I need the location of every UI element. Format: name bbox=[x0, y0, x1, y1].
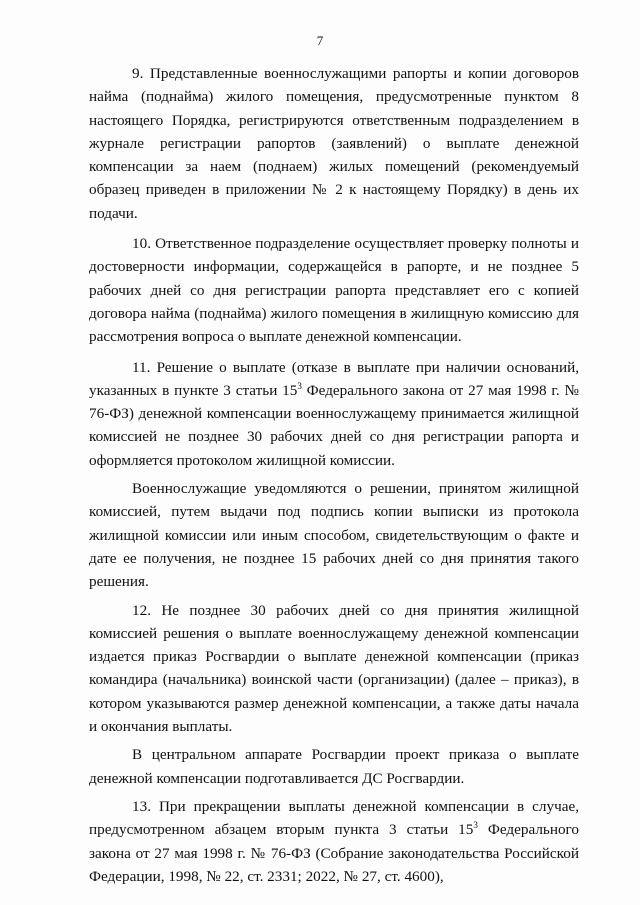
paragraph-11-text-start: 11. Решение о выплате (отказе в выплате при наличии оснований, указанных в пункте 3 статьи 15 bbox=[89, 358, 579, 399]
paragraph-13-text-end: Федерального закона от 27 мая 1998 г. № 76-ФЗ (Собрание законодательства Российской Федерации, 1998, № 22, ст. 2331; 2022, № 27, ст. 4600), bbox=[89, 821, 579, 885]
document-body bbox=[89, 62, 579, 888]
page-number: 7 bbox=[316, 33, 324, 48]
paragraph-10: 10. Ответственное подразделение осуществляет проверку полноты и достоверности информации, содержащейся в рапорте, и не позднее 5 рабочих дней со дня регистрации рапорта представляет его с копией договора найма (поднайма) жилого помещения в жилищную комиссию для рассмотрения вопроса о выплате денежной компенсации. bbox=[89, 235, 579, 346]
paragraph-13-text-start: 13. При прекращении выплаты денежной компенсации в случае, предусмотренном абзацем вторым пункта 3 статьи 15 bbox=[89, 797, 579, 839]
article-superscript: 3 bbox=[473, 820, 478, 831]
paragraph-11-text-end: Федерального закона от 27 мая 1998 г. № 76-ФЗ) денежной компенсации военнослужащему принимается жилищной комиссией не позднее 30 рабочих дней со дня регистрации рапорта и оформляется протоколом жилищной комиссии. bbox=[89, 381, 579, 469]
paragraph-12: 12. Не позднее 30 рабочих дней со дня принятия жилищной комиссией решения о выплате военнослужащему денежной компенсации издается приказ Росгвардии о выплате денежной компенсации (приказ командира (начальника) воинской части (организации) (далее – приказ), в котором указываются размер денежной компенсации, а также даты начала и окончания выплаты. bbox=[89, 601, 579, 736]
paragraph-notification: Военнослужащие уведомляются о решении, принятом жилищной комиссией, путем выдачи под подпись копии выписки из протокола жилищной комиссии или иным способом, свидетельствующим о факте и дате ее получения, не позднее 15 рабочих дней со дня принятия такого решения. bbox=[89, 480, 579, 591]
article-superscript: 3 bbox=[297, 380, 302, 391]
paragraph-central-office: В центральном аппарате Росгвардии проект приказа о выплате денежной компенсации подготавливается ДС Росгвардии. bbox=[89, 746, 579, 787]
paragraph-13 bbox=[89, 795, 579, 888]
paragraph-11 bbox=[89, 356, 579, 472]
paragraph-9: 9. Представленные военнослужащими рапорты и копии договоров найма (поднайма) жилого помещения, предусмотренные пунктом 8 настоящего Порядка, регистрируются ответственным подразделением в журнале регистрации рапортов (заявлений) о выплате денежной компенсации за наем (поднаем) жилых помещений (рекомендуемый образец приведен в приложении № 2 к настоящему Порядку) в день их подачи. bbox=[89, 65, 579, 222]
